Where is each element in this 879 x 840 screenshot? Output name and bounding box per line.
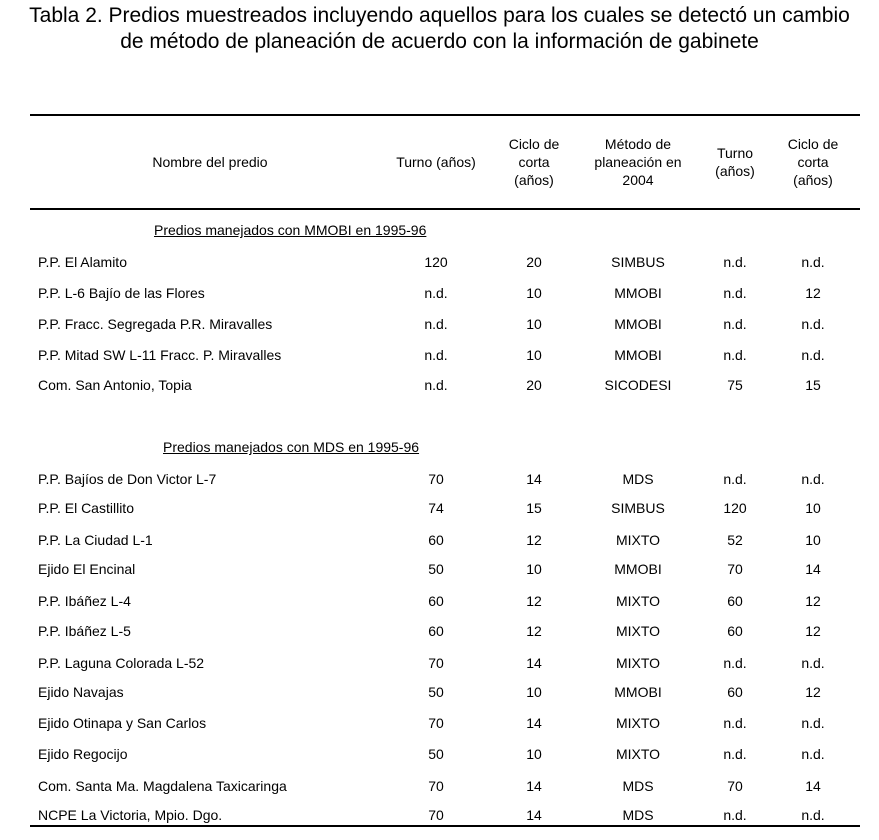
cell-metodo: MMOBI [614,285,662,301]
cell-ciclo-2004: n.d. [801,807,825,823]
cell-ciclo: 10 [526,285,542,301]
table-row [0,621,879,641]
header-turno2-line2: (años) [715,163,755,179]
table-row [0,653,879,673]
header-turno: Turno (años) [396,154,476,170]
header-ciclo2-line1: Ciclo de [787,136,839,152]
cell-turno-2004: 60 [727,684,743,700]
header-ciclo2-line2: corta [797,154,829,170]
cell-name: Ejido El Encinal [38,561,136,577]
table-row [0,469,879,489]
cell-metodo: MIXTO [615,655,661,671]
cell-turno: 50 [428,561,444,577]
cell-turno-2004: 120 [723,500,747,516]
cell-turno-2004: 52 [727,532,743,548]
cell-turno-2004: 60 [727,623,743,639]
cell-ciclo: 15 [526,500,542,516]
header-ciclo-line1: Ciclo de [508,136,560,152]
cell-ciclo-2004: 12 [805,623,821,639]
cell-turno-2004: n.d. [723,807,747,823]
cell-ciclo-2004: 12 [805,593,821,609]
table-row [0,713,879,733]
cell-ciclo-2004: n.d. [801,715,825,731]
cell-turno: n.d. [424,285,448,301]
cell-turno: 60 [428,623,444,639]
cell-turno: n.d. [424,347,448,363]
cell-ciclo: 10 [526,347,542,363]
cell-turno-2004: n.d. [723,285,747,301]
cell-name: Ejido Navajas [38,684,124,700]
cell-ciclo-2004: 12 [805,285,821,301]
cell-name: P.P. El Alamito [38,254,127,270]
cell-ciclo: 10 [526,684,542,700]
cell-turno-2004: n.d. [723,254,747,270]
title-line-2: de método de planeación de acuerdo con la información de gabinete [120,30,759,53]
cell-ciclo-2004: n.d. [801,471,825,487]
cell-turno: 70 [428,715,444,731]
cell-ciclo-2004: n.d. [801,254,825,270]
cell-turno-2004: n.d. [723,655,747,671]
cell-metodo: MIXTO [615,715,661,731]
cell-metodo: MMOBI [614,684,662,700]
cell-ciclo: 10 [526,746,542,762]
cell-ciclo-2004: 14 [805,778,821,794]
cell-ciclo: 12 [526,593,542,609]
cell-turno: 50 [428,684,444,700]
cell-turno-2004: n.d. [723,347,747,363]
cell-ciclo: 10 [526,561,542,577]
title-line-1: Tabla 2. Predios muestreados incluyendo aquellos para los cuales se detectó un cambio [29,4,850,27]
cell-ciclo-2004: n.d. [801,347,825,363]
header-metodo [583,135,693,189]
table-row [0,744,879,764]
header-metodo-line2: planeación en [594,154,682,170]
table-row [0,314,879,334]
header-turno-2004 [695,144,775,180]
header-ciclo-line2: corta [518,154,550,170]
cell-ciclo-2004: 10 [805,532,821,548]
cell-ciclo-2004: 15 [805,377,821,393]
header-metodo-line1: Método de [604,136,672,152]
cell-name: Com. Santa Ma. Magdalena Taxicaringa [38,778,287,794]
cell-name: Com. San Antonio, Topia [38,377,192,393]
cell-turno: 50 [428,746,444,762]
table-row [0,530,879,550]
bottom-rule [30,825,860,827]
cell-turno-2004: n.d. [723,316,747,332]
header-name: Nombre del predio [152,154,268,170]
table-row [0,559,879,579]
cell-metodo: MDS [622,778,654,794]
cell-name: P.P. Mitad SW L-11 Fracc. P. Miravalles [38,347,282,363]
cell-name: P.P. Fracc. Segregada P.R. Miravalles [38,316,273,332]
table-row [0,591,879,611]
cell-turno: 70 [428,655,444,671]
cell-ciclo: 14 [526,655,542,671]
cell-turno: 70 [428,471,444,487]
cell-turno-2004: 70 [727,778,743,794]
cell-metodo: SIMBUS [611,500,665,516]
cell-turno-2004: 60 [727,593,743,609]
table-row [0,345,879,365]
cell-name: P.P. Ibáñez L-4 [38,593,131,609]
section-heading-mmobi: Predios manejados con MMOBI en 1995-96 [154,222,427,238]
cell-ciclo: 14 [526,778,542,794]
cell-name: P.P. Laguna Colorada L-52 [38,655,205,671]
cell-ciclo: 14 [526,807,542,823]
table-row [0,776,879,796]
header-ciclo [494,135,574,189]
header-rule [30,208,860,210]
cell-ciclo-2004: n.d. [801,655,825,671]
cell-turno: n.d. [424,377,448,393]
cell-ciclo-2004: 12 [805,684,821,700]
cell-ciclo-2004: n.d. [801,746,825,762]
cell-metodo: MDS [622,807,654,823]
cell-ciclo: 10 [526,316,542,332]
cell-metodo: SIMBUS [611,254,665,270]
cell-ciclo: 12 [526,623,542,639]
cell-metodo: MMOBI [614,316,662,332]
cell-turno-2004: n.d. [723,471,747,487]
cell-ciclo: 20 [526,377,542,393]
cell-name: Ejido Regocijo [38,746,128,762]
cell-ciclo: 14 [526,471,542,487]
cell-metodo: MDS [622,471,654,487]
cell-ciclo: 12 [526,532,542,548]
cell-turno-2004: 70 [727,561,743,577]
cell-metodo: MMOBI [614,561,662,577]
cell-ciclo-2004: 14 [805,561,821,577]
cell-turno: 60 [428,532,444,548]
cell-metodo: MIXTO [615,623,661,639]
table-title [0,3,879,55]
cell-name: Ejido Otinapa y San Carlos [38,715,207,731]
cell-turno-2004: n.d. [723,715,747,731]
cell-name: P.P. Bajíos de Don Victor L-7 [38,471,217,487]
header-ciclo-2004 [773,135,853,189]
header-ciclo-line3: (años) [514,172,554,188]
cell-turno: n.d. [424,316,448,332]
cell-metodo: MIXTO [615,593,661,609]
table-row [0,498,879,518]
cell-turno: 60 [428,593,444,609]
table-row [0,805,879,825]
table-row [0,283,879,303]
cell-turno-2004: n.d. [723,746,747,762]
table-row [0,252,879,272]
cell-name: P.P. Ibáñez L-5 [38,623,131,639]
cell-ciclo-2004: 10 [805,500,821,516]
cell-turno: 70 [428,807,444,823]
cell-ciclo-2004: n.d. [801,316,825,332]
cell-turno-2004: 75 [727,377,743,393]
cell-name: P.P. El Castillito [38,500,134,516]
cell-ciclo: 14 [526,715,542,731]
cell-ciclo: 20 [526,254,542,270]
table-row [0,375,879,395]
cell-metodo: MIXTO [615,746,661,762]
cell-turno: 70 [428,778,444,794]
cell-turno: 120 [424,254,448,270]
header-turno2-line1: Turno [716,145,754,161]
header-metodo-line3: 2004 [622,172,654,188]
cell-metodo: SICODESI [604,377,672,393]
top-rule [30,114,860,116]
cell-metodo: MIXTO [615,532,661,548]
header-ciclo2-line3: (años) [793,172,833,188]
cell-metodo: MMOBI [614,347,662,363]
section-heading-mds: Predios manejados con MDS en 1995-96 [163,439,420,455]
cell-name: NCPE La Victoria, Mpio. Dgo. [38,807,223,823]
table-row [0,682,879,702]
cell-turno: 74 [428,500,444,516]
cell-name: P.P. La Ciudad L-1 [38,532,153,548]
cell-name: P.P. L-6 Bajío de las Flores [38,285,205,301]
